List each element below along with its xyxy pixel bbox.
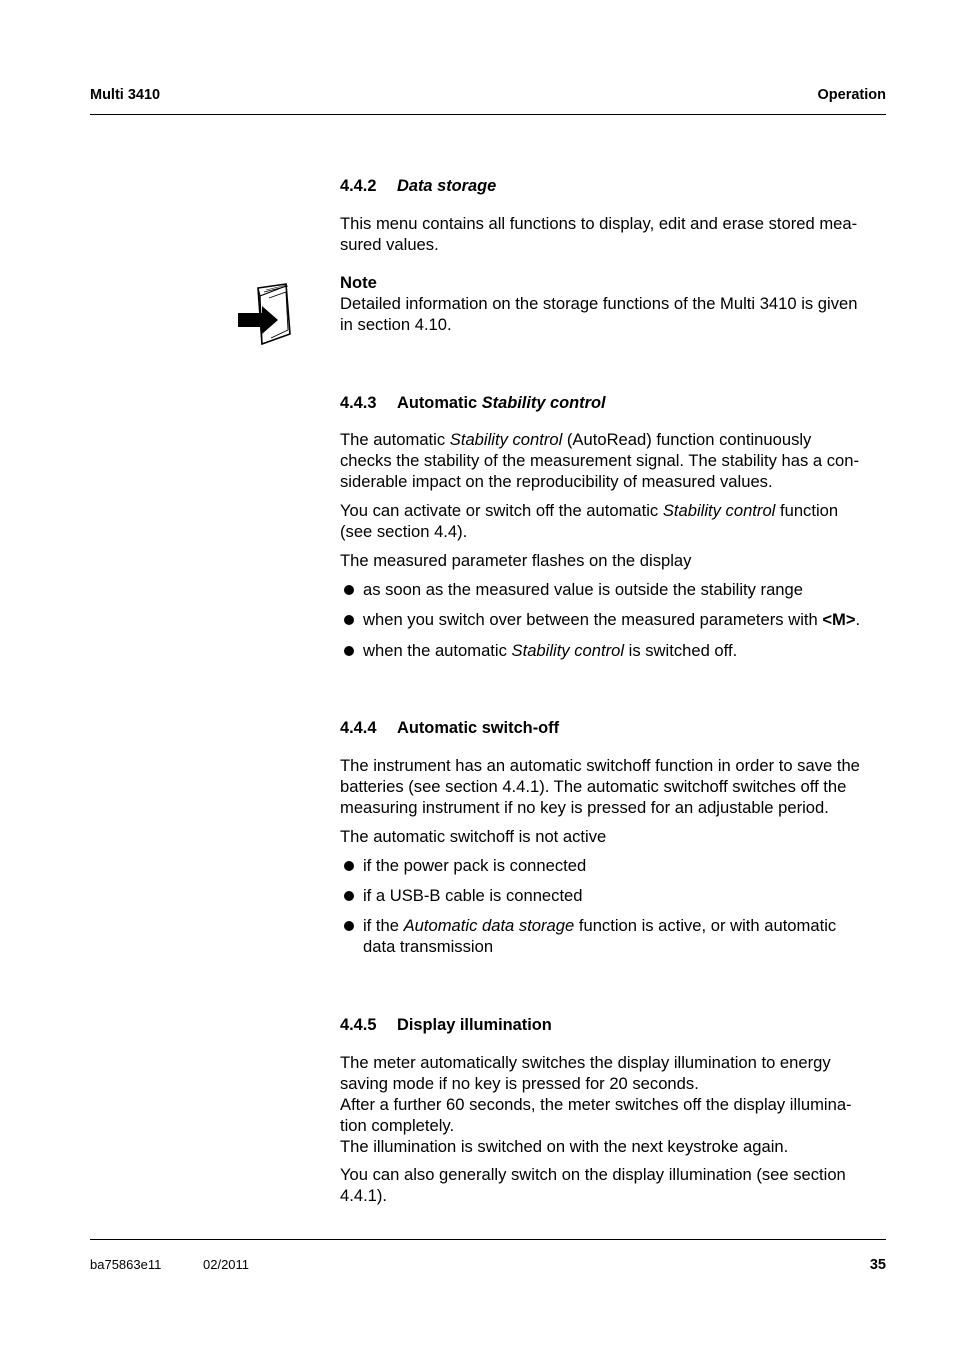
section-title: Automatic switch-off	[397, 719, 560, 737]
text-line: in section 4.10.	[340, 315, 452, 334]
section-number: 4.4.5	[340, 1016, 377, 1034]
paragraph: The automatic switchoff is not active	[340, 827, 607, 846]
list-item-text: if the power pack is connected	[363, 856, 587, 875]
text-line: saving mode if no key is pressed for 20 seconds.	[340, 1074, 699, 1093]
bullet-icon	[344, 615, 354, 625]
section-heading-4-4-5	[340, 1016, 552, 1035]
section-title: Automatic	[397, 394, 482, 412]
footer-rule	[90, 1239, 886, 1240]
text-line: After a further 60 seconds, the meter switches off the display illumina-	[340, 1095, 852, 1114]
list-item-text: when you switch over between the measured parameters with <M>.	[363, 610, 861, 629]
section-heading-4-4-2	[340, 177, 496, 196]
section-number: 4.4.3	[340, 394, 377, 412]
footer-date: 02/2011	[203, 1257, 250, 1272]
text-line: The meter automatically switches the display illumination to energy	[340, 1053, 831, 1072]
paragraph	[340, 429, 888, 492]
bullet-icon	[344, 921, 354, 931]
section-number: 4.4.2	[340, 177, 377, 195]
text-line: (see section 4.4).	[340, 522, 468, 541]
paragraph	[340, 213, 888, 255]
text-line: This menu contains all functions to display, edit and erase stored mea-	[340, 214, 858, 233]
text-line: You can activate or switch off the automatic Stability control function	[340, 501, 839, 520]
footer-doc-id: ba75863e11	[90, 1257, 162, 1272]
header-product: Multi 3410	[90, 87, 161, 103]
header-rule	[90, 114, 886, 115]
list-item-text: if the Automatic data storage function is active, or with automatic data transmission	[363, 916, 837, 956]
text-line: siderable impact on the reproducibility of measured values.	[340, 472, 773, 491]
bullet-icon	[344, 891, 354, 901]
paragraph	[340, 1164, 888, 1206]
header-chapter: Operation	[817, 87, 886, 103]
bullet-icon	[344, 585, 354, 595]
text-line: You can also generally switch on the display illumination (see section	[340, 1165, 846, 1184]
bullet-icon	[344, 646, 354, 656]
paragraph	[340, 755, 888, 818]
text-line: tion completely.	[340, 1116, 455, 1135]
note-block	[340, 272, 888, 335]
bullet-icon	[344, 861, 354, 871]
section-title: Data storage	[397, 177, 497, 195]
section-heading-4-4-3	[340, 394, 606, 413]
list-item-text: when the automatic Stability control is switched off.	[363, 641, 738, 660]
section-title: Display illumination	[397, 1016, 552, 1034]
section-number: 4.4.4	[340, 719, 377, 737]
paragraph: The measured parameter flashes on the display	[340, 551, 692, 570]
text-line: The instrument has an automatic switchoff function in order to save the	[340, 756, 860, 775]
page-number: 35	[869, 1257, 886, 1273]
text-line: 4.4.1).	[340, 1186, 388, 1205]
text-line: Detailed information on the storage functions of the Multi 3410 is given	[340, 294, 858, 313]
paragraph	[340, 500, 888, 542]
book-arrow-icon	[236, 282, 298, 346]
section-heading-4-4-4	[340, 719, 559, 738]
text-line: checks the stability of the measurement signal. The stability has a con-	[340, 451, 859, 470]
note-label: Note	[340, 273, 377, 292]
text-line: batteries (see section 4.4.1). The automatic switchoff switches off the	[340, 777, 847, 796]
section-title-italic: Stability control	[481, 394, 606, 412]
text-line: The illumination is switched on with the next keystroke again.	[340, 1137, 789, 1156]
text-line: measuring instrument if no key is pressed for an adjustable period.	[340, 798, 829, 817]
paragraph	[340, 1052, 888, 1157]
text-line: The automatic Stability control (AutoRead) function continuously	[340, 430, 812, 449]
text-line: sured values.	[340, 235, 439, 254]
list-item-text: as soon as the measured value is outside the stability range	[363, 580, 803, 599]
list-item-text: if a USB-B cable is connected	[363, 886, 583, 905]
